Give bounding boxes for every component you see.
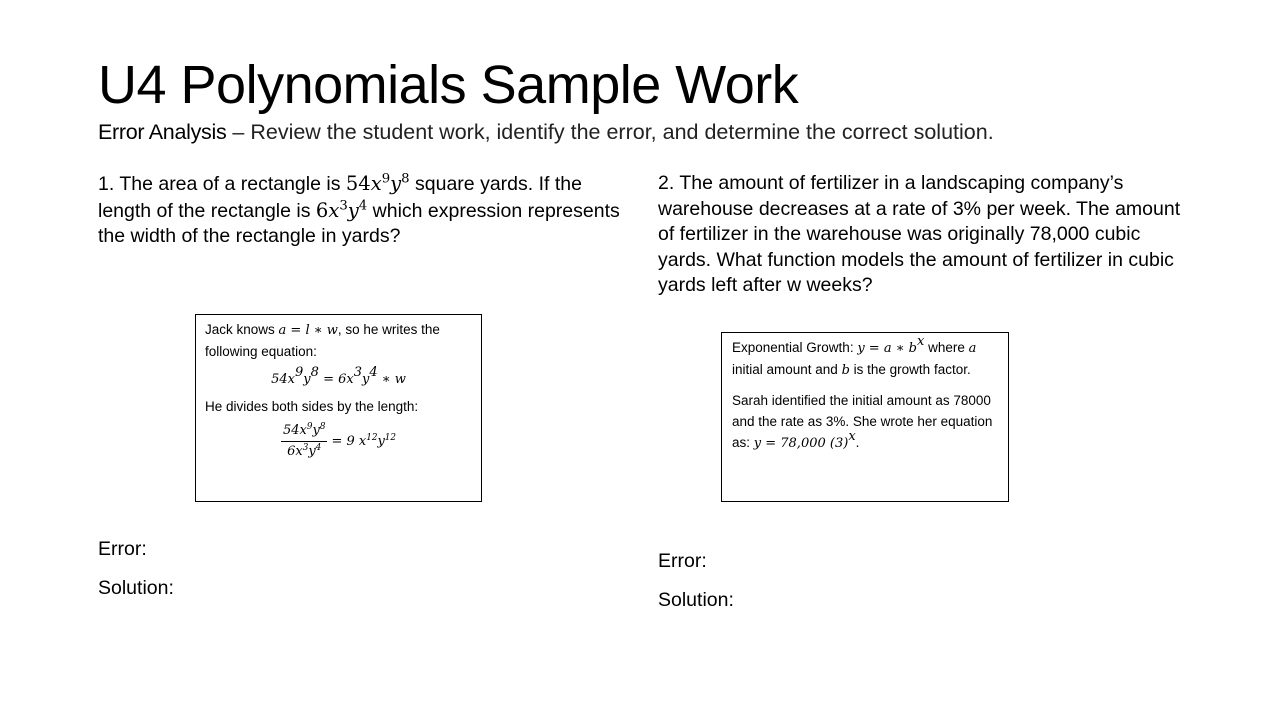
den-exp2: 4 bbox=[315, 443, 322, 454]
q2-p2-formula-exp: x bbox=[848, 428, 856, 444]
q1-length-exp-y: 4 bbox=[358, 198, 368, 214]
result-exp2: 12 bbox=[384, 433, 397, 444]
fraction-result bbox=[331, 431, 396, 452]
result-coef: = 9 x bbox=[331, 434, 367, 449]
q1-work-text-b: , so he writes the following equation: bbox=[205, 322, 440, 359]
subtitle-bold: Error Analysis bbox=[98, 120, 227, 144]
q1-area-var-y: y bbox=[390, 172, 402, 195]
q1-solution-label: Solution: bbox=[98, 577, 174, 599]
q2-p1-formula: y = a ∗ b bbox=[857, 341, 918, 356]
num-exp1: 9 bbox=[306, 422, 313, 433]
subtitle-rest: – Review the student work, identify the error, and determine the correct solution. bbox=[226, 120, 994, 144]
fraction bbox=[281, 421, 327, 462]
q1-area-coef: 54 bbox=[345, 172, 371, 195]
subtitle bbox=[98, 118, 994, 146]
q1-work-formula: a = l ∗ w bbox=[278, 323, 338, 338]
q1-work-text-a: Jack knows bbox=[205, 322, 279, 337]
fraction-numerator bbox=[281, 421, 327, 442]
q1-work-fraction-equation bbox=[205, 421, 472, 462]
den-exp1: 3 bbox=[302, 443, 309, 454]
q2-p1-formula-exp: x bbox=[917, 333, 925, 349]
q1-length-exp-x: 3 bbox=[339, 198, 348, 214]
q2-p1-var-a: a bbox=[968, 341, 977, 356]
eq1-left-exp1: 9 bbox=[295, 364, 304, 380]
question-1 bbox=[98, 171, 638, 250]
eq1-right: ∗ w bbox=[377, 372, 406, 387]
num-y: y bbox=[312, 423, 320, 438]
q1-work-line-1 bbox=[205, 319, 472, 362]
eq1-mid-exp2: 4 bbox=[369, 364, 378, 380]
q2-p1-a: Exponential Growth: bbox=[732, 340, 858, 355]
fraction-denominator bbox=[285, 442, 323, 462]
q1-work-line-2: He divides both sides by the length: bbox=[205, 399, 419, 414]
q2-p1-c: initial amount and bbox=[732, 362, 842, 377]
q1-text-1: 1. The area of a rectangle is bbox=[98, 173, 346, 195]
eq1-mid-exp1: 3 bbox=[353, 364, 362, 380]
q1-text-2: square yards. If the length of the rectangle is bbox=[98, 173, 582, 222]
eq1-left-y: y bbox=[303, 372, 311, 387]
den-coef: 6x bbox=[287, 444, 303, 459]
eq1-mid: = 6x bbox=[318, 372, 354, 387]
eq1-left-exp2: 8 bbox=[310, 364, 319, 380]
page-title: U4 Polynomials Sample Work bbox=[98, 55, 799, 115]
result-exp1: 12 bbox=[366, 433, 378, 444]
q1-area-var-x: x bbox=[370, 172, 382, 195]
q1-area-exp-x: 9 bbox=[381, 171, 391, 187]
q1-area-exp-y: 8 bbox=[401, 171, 410, 187]
q2-student-work-box bbox=[721, 332, 1009, 502]
q1-text-3: which expression represents the width of the rectangle in yards? bbox=[98, 199, 620, 247]
q1-error-label: Error: bbox=[98, 538, 147, 560]
question-2: 2. The amount of fertilizer in a landscaping company’s warehouse decreases at a rate of 3% per week. The amount of fertilizer in the warehouse was originally 78,000 cubic yards. What function models the amount of fertilizer in cubic yards left after w weeks? bbox=[658, 172, 1181, 296]
q2-p2-a: Sarah identified the initial amount as 78000 and the rate as 3%. She wrote her equation as: bbox=[732, 393, 993, 450]
den-y: y bbox=[308, 444, 316, 459]
q2-p1-d: is the growth factor. bbox=[849, 362, 971, 377]
q2-p1-var-b: b bbox=[841, 363, 850, 378]
q1-length-var-x: x bbox=[328, 198, 340, 222]
q2-p2-end: . bbox=[855, 435, 860, 450]
result-y: y bbox=[377, 434, 385, 449]
q2-work-para-2 bbox=[732, 390, 998, 454]
q2-solution-label: Solution: bbox=[658, 589, 734, 611]
q1-work-equation bbox=[205, 364, 472, 390]
q1-student-work-box bbox=[195, 314, 482, 502]
num-exp2: 8 bbox=[319, 422, 326, 433]
q1-length-var-y: y bbox=[347, 198, 359, 222]
eq1-mid-y: y bbox=[361, 372, 370, 387]
q2-p1-b: where bbox=[924, 340, 969, 355]
q1-length-coef: 6 bbox=[315, 198, 329, 222]
num-coef: 54x bbox=[282, 423, 307, 438]
q2-error-label: Error: bbox=[658, 550, 707, 572]
q2-work-para-1 bbox=[732, 333, 998, 381]
eq1-left: 54x bbox=[271, 372, 296, 387]
q2-p2-formula: y = 78,000 (3) bbox=[753, 436, 849, 451]
